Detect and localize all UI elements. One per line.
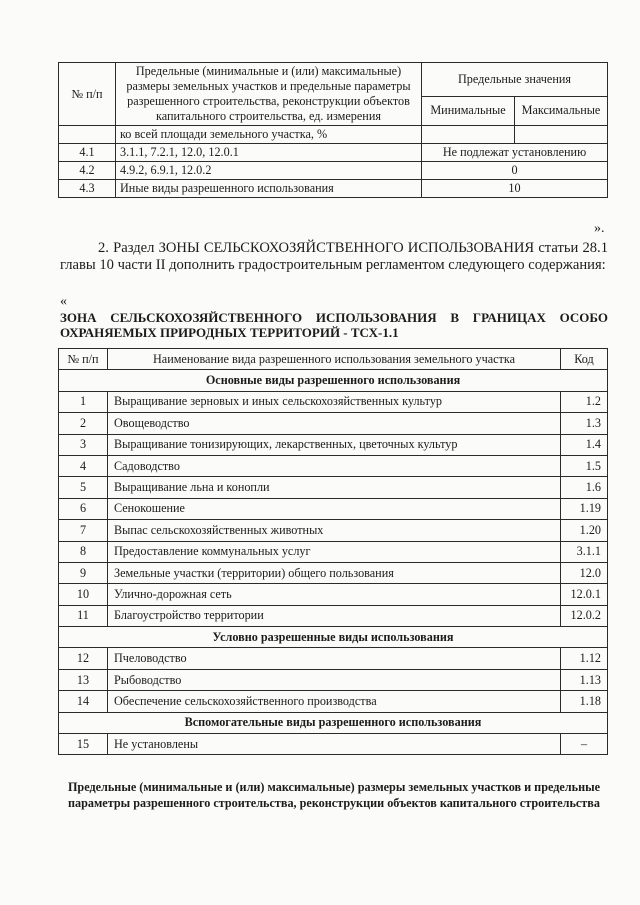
row-code: 1.5 <box>561 455 608 476</box>
amendment-paragraph: 2. Раздел ЗОНЫ СЕЛЬСКОХОЗЯЙСТВЕННОГО ИСПОЛЬЗОВАНИЯ статьи 28.1 главы 10 части II дополнить градостроительным регламентом следующего содержания: <box>60 240 608 273</box>
row-name: Обеспечение сельскохозяйственного производства <box>108 691 561 712</box>
row-num: 5 <box>59 477 108 498</box>
row-num: 10 <box>59 584 108 605</box>
row-code: 1.3 <box>561 413 608 434</box>
row-num: 15 <box>59 734 108 755</box>
row-num: 3 <box>59 434 108 455</box>
row-name: Овощеводство <box>108 413 561 434</box>
row-num: 7 <box>59 520 108 541</box>
limits-table <box>58 62 608 198</box>
row-value: 10 <box>422 180 608 198</box>
table-row <box>59 391 608 412</box>
row-param: Иные виды разрешенного использования <box>116 180 422 198</box>
row-name: Улично-дорожная сеть <box>108 584 561 605</box>
closing-quote: ». <box>594 221 605 236</box>
row-name: Рыбоводство <box>108 669 561 690</box>
table-row <box>59 691 608 712</box>
row-name: Пчеловодство <box>108 648 561 669</box>
row-code: 1.13 <box>561 669 608 690</box>
row-name: Сенокошение <box>108 498 561 519</box>
row-name: Благоустройство территории <box>108 605 561 626</box>
zone-title: ЗОНА СЕЛЬСКОХОЗЯЙСТВЕННОГО ИСПОЛЬЗОВАНИЯ В ГРАНИЦАХ ОСОБО ОХРАНЯЕМЫХ ПРИРОДНЫХ ТЕРРИТОРИЙ - ТСХ-1.1 <box>60 310 608 340</box>
row-num: 11 <box>59 605 108 626</box>
row-name: Садоводство <box>108 455 561 476</box>
row-code: – <box>561 734 608 755</box>
header-name: Наименование вида разрешенного использования земельного участка <box>108 349 561 370</box>
header-num: № п/п <box>59 63 116 126</box>
table-row <box>59 734 608 755</box>
table-row <box>59 605 608 626</box>
table-row <box>59 562 608 583</box>
header-num: № п/п <box>59 349 108 370</box>
row-code: 1.6 <box>561 477 608 498</box>
header-code: Код <box>561 349 608 370</box>
table-row <box>59 413 608 434</box>
section-heading: Предельные (минимальные и (или) максимальные) размеры земельных участков и предельные параметры разрешенного строительства, реконструкции объектов капитального строительства <box>67 780 601 810</box>
row-num: 12 <box>59 648 108 669</box>
table-row <box>59 648 608 669</box>
row-code: 1.4 <box>561 434 608 455</box>
section-conditional: Условно разрешенные виды использования <box>59 627 608 648</box>
row-num: 4.2 <box>59 162 116 180</box>
cont-max <box>515 126 608 144</box>
row-num: 13 <box>59 669 108 690</box>
row-num: 4.3 <box>59 180 116 198</box>
section-auxiliary: Вспомогательные виды разрешенного использования <box>59 712 608 733</box>
row-num: 1 <box>59 391 108 412</box>
row-name: Выращивание льна и конопли <box>108 477 561 498</box>
table-row <box>59 669 608 690</box>
row-name: Выращивание зерновых и иных сельскохозяйственных культур <box>108 391 561 412</box>
table-row <box>59 520 608 541</box>
cont-num <box>59 126 116 144</box>
row-code: 12.0.2 <box>561 605 608 626</box>
table-row <box>59 477 608 498</box>
permitted-uses-table <box>58 348 608 755</box>
header-limits: Предельные значения <box>422 63 608 97</box>
row-num: 4.1 <box>59 144 116 162</box>
table-row <box>59 455 608 476</box>
row-code: 3.1.1 <box>561 541 608 562</box>
row-code: 12.0.1 <box>561 584 608 605</box>
row-num: 6 <box>59 498 108 519</box>
table-row <box>59 584 608 605</box>
row-value: 0 <box>422 162 608 180</box>
row-name: Выпас сельскохозяйственных животных <box>108 520 561 541</box>
row-param: 4.9.2, 6.9.1, 12.0.2 <box>116 162 422 180</box>
row-code: 1.2 <box>561 391 608 412</box>
row-num: 4 <box>59 455 108 476</box>
row-name: Предоставление коммунальных услуг <box>108 541 561 562</box>
row-value: Не подлежат установлению <box>422 144 608 162</box>
row-code: 1.20 <box>561 520 608 541</box>
row-param: 3.1.1, 7.2.1, 12.0, 12.0.1 <box>116 144 422 162</box>
row-name: Земельные участки (территории) общего пользования <box>108 562 561 583</box>
row-code: 1.18 <box>561 691 608 712</box>
table-row <box>59 498 608 519</box>
table-row <box>59 180 608 198</box>
header-min: Минимальные <box>422 96 515 125</box>
row-num: 14 <box>59 691 108 712</box>
row-name: Выращивание тонизирующих, лекарственных, цветочных культур <box>108 434 561 455</box>
cont-min <box>422 126 515 144</box>
row-name: Не установлены <box>108 734 561 755</box>
table-row <box>59 434 608 455</box>
opening-quote: « <box>60 294 67 309</box>
row-num: 2 <box>59 413 108 434</box>
row-code: 1.12 <box>561 648 608 669</box>
continuation-text: ко всей площади земельного участка, % <box>116 126 422 144</box>
header-max: Максимальные <box>515 96 608 125</box>
row-num: 9 <box>59 562 108 583</box>
row-code: 12.0 <box>561 562 608 583</box>
section-main: Основные виды разрешенного использования <box>59 370 608 391</box>
table-row <box>59 541 608 562</box>
row-code: 1.19 <box>561 498 608 519</box>
table-row <box>59 162 608 180</box>
row-num: 8 <box>59 541 108 562</box>
header-param: Предельные (минимальные и (или) максимальные) размеры земельных участков и предельные параметры разрешенного строительства, реконструкции объектов капитального строительства, ед. измерения <box>116 63 422 126</box>
table-row <box>59 144 608 162</box>
